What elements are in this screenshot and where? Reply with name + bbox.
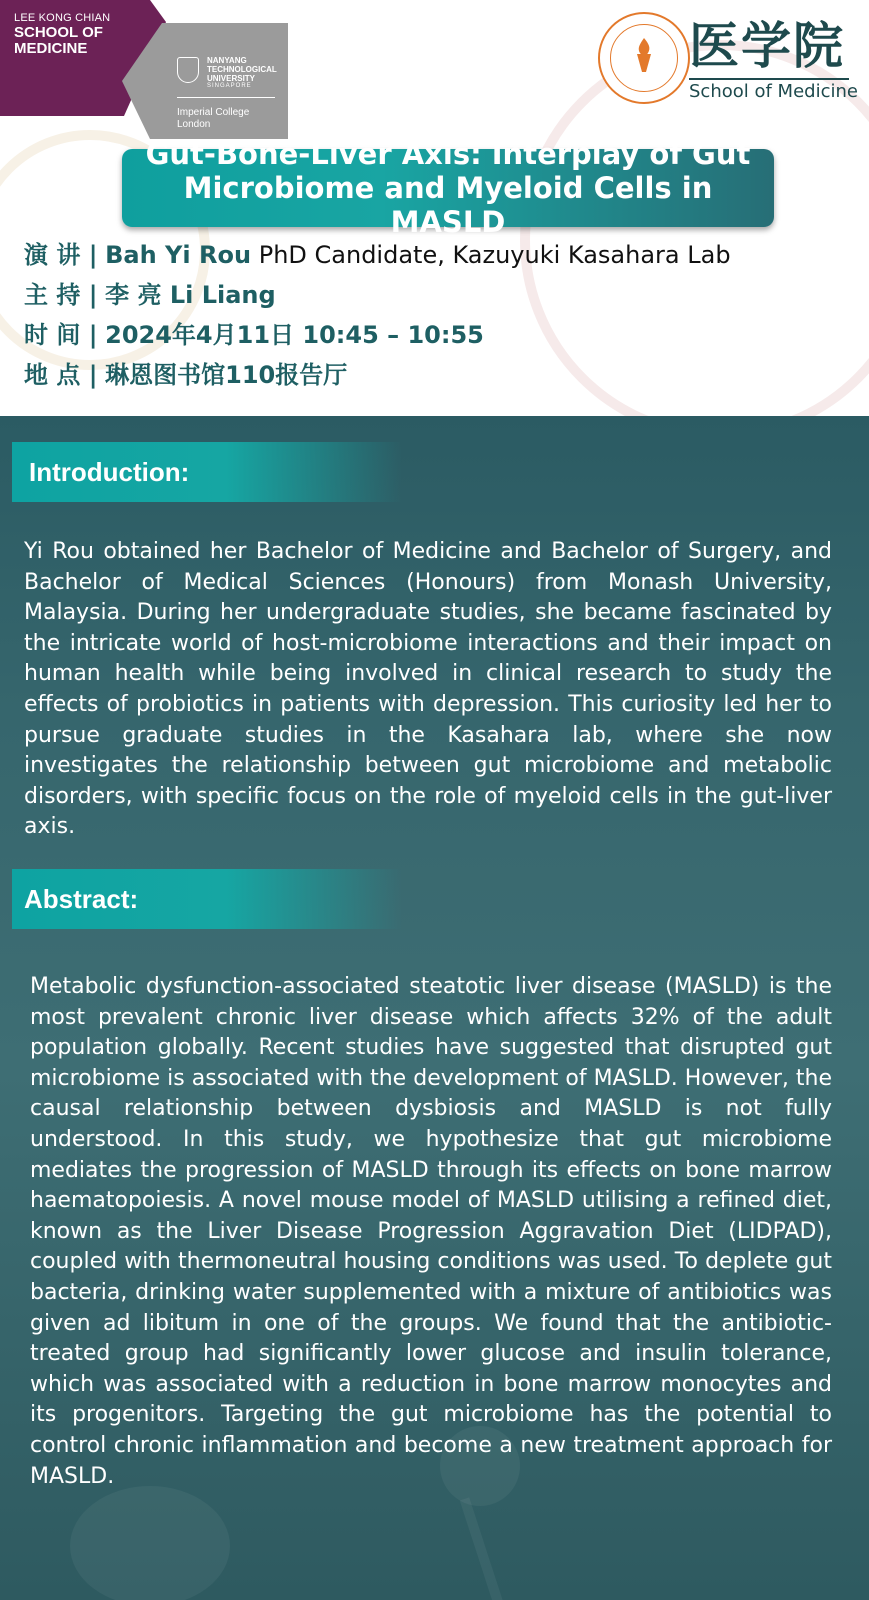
talk-title-line1: Gut-Bone-Liver Axis: Interplay of Gut — [145, 137, 751, 171]
place-row — [24, 360, 347, 390]
background-stem — [460, 1497, 507, 1600]
talk-title — [122, 137, 774, 239]
school-logo-rule — [689, 78, 849, 80]
host-label: 主 持 | — [24, 281, 98, 309]
icl-logo-line1: Imperial College — [177, 107, 250, 118]
school-logo-en: School of Medicine — [689, 81, 858, 102]
background-molecule — [70, 1486, 230, 1600]
header — [0, 0, 869, 416]
introduction-text: Yi Rou obtained her Bachelor of Medicine and Bachelor of Surgery, and Bachelor of Medical Sciences (Honours) from Monash University, Malaysia. During her undergraduate studies, she became fascinated by the intricate world of host-microbiome interactions and their impact on human health while being involved in clinical research to study the effects of probiotics in patients with depression. This curiosity led her to pursue graduate studies in the Kasahara lab, where she now investigates the relationship between gut microbiome and metabolic disorders, with specific focus on the role of myeloid cells in the gut-liver axis. — [24, 539, 832, 840]
abstract-text: Metabolic dysfunction-associated steatotic liver disease (MASLD) is the most prevalent chronic liver disease which affects 32% of the adult population globally. Recent studies have suggested that disrupted gut microbiome is associated with the development of MASLD. However, the causal relationship between dysbiosis and MASLD is not fully understood. In this study, we hypothesize that gut microbiome mediates the progression of MASLD through its effects on bone marrow haematopoiesis. A novel mouse model of MASLD utilising a refined diet, known as the Liver Disease Progression Aggravation Diet (LIDPAD), coupled with thermoneutral housing conditions was used. To deplete gut bacteria, drinking water supplemented with a mixture of antibiotics was given ad libitum in one of the groups. We found that the antibiotic-treated group had significantly lower glucose and insulin tolerance, which was associated with a reduction in bone marrow monocytes and its progenitors. Targeting the gut microbiome has the potential to control chronic inflammation and become a new treatment approach for MASLD. — [30, 974, 832, 1489]
school-logo-cn: 医学院 — [689, 17, 845, 75]
speaker-role: PhD Candidate, Kazuyuki Kasahara Lab — [258, 241, 731, 269]
lkc-logo-line1: LEE KONG CHIAN — [14, 12, 111, 24]
speaker-label: 演 讲 | — [24, 241, 98, 269]
speaker-name: Bah Yi Rou — [105, 241, 252, 269]
place-value: 琳恩图书馆110报告厅 — [105, 361, 348, 389]
time-label: 时 间 | — [24, 321, 98, 349]
ntu-logo-text: NANYANG TECHNOLOGICAL UNIVERSITY — [207, 56, 277, 83]
introduction-heading: Introduction: — [12, 442, 402, 502]
sustech-logo-icon — [598, 12, 690, 104]
host-row — [24, 280, 276, 310]
lkc-logo-line2: SCHOOL OF — [14, 24, 103, 41]
talk-title-line2: Microbiome and Myeloid Cells in MASLD — [183, 171, 713, 239]
logo-divider — [177, 97, 275, 98]
time-row — [24, 320, 484, 350]
lkc-logo-line3: MEDICINE — [14, 40, 88, 57]
time-value: 2024年4月11日 10:45 – 10:55 — [105, 321, 484, 349]
ntu-crest-icon — [177, 57, 199, 83]
ntu-logo-sub: SINGAPORE — [207, 83, 252, 89]
host-value: 李 亮 Li Liang — [105, 281, 276, 309]
abstract-heading: Abstract: — [12, 869, 402, 929]
icl-logo-line2: London — [177, 119, 211, 130]
speaker-row — [24, 240, 731, 270]
place-label: 地 点 | — [24, 361, 98, 389]
